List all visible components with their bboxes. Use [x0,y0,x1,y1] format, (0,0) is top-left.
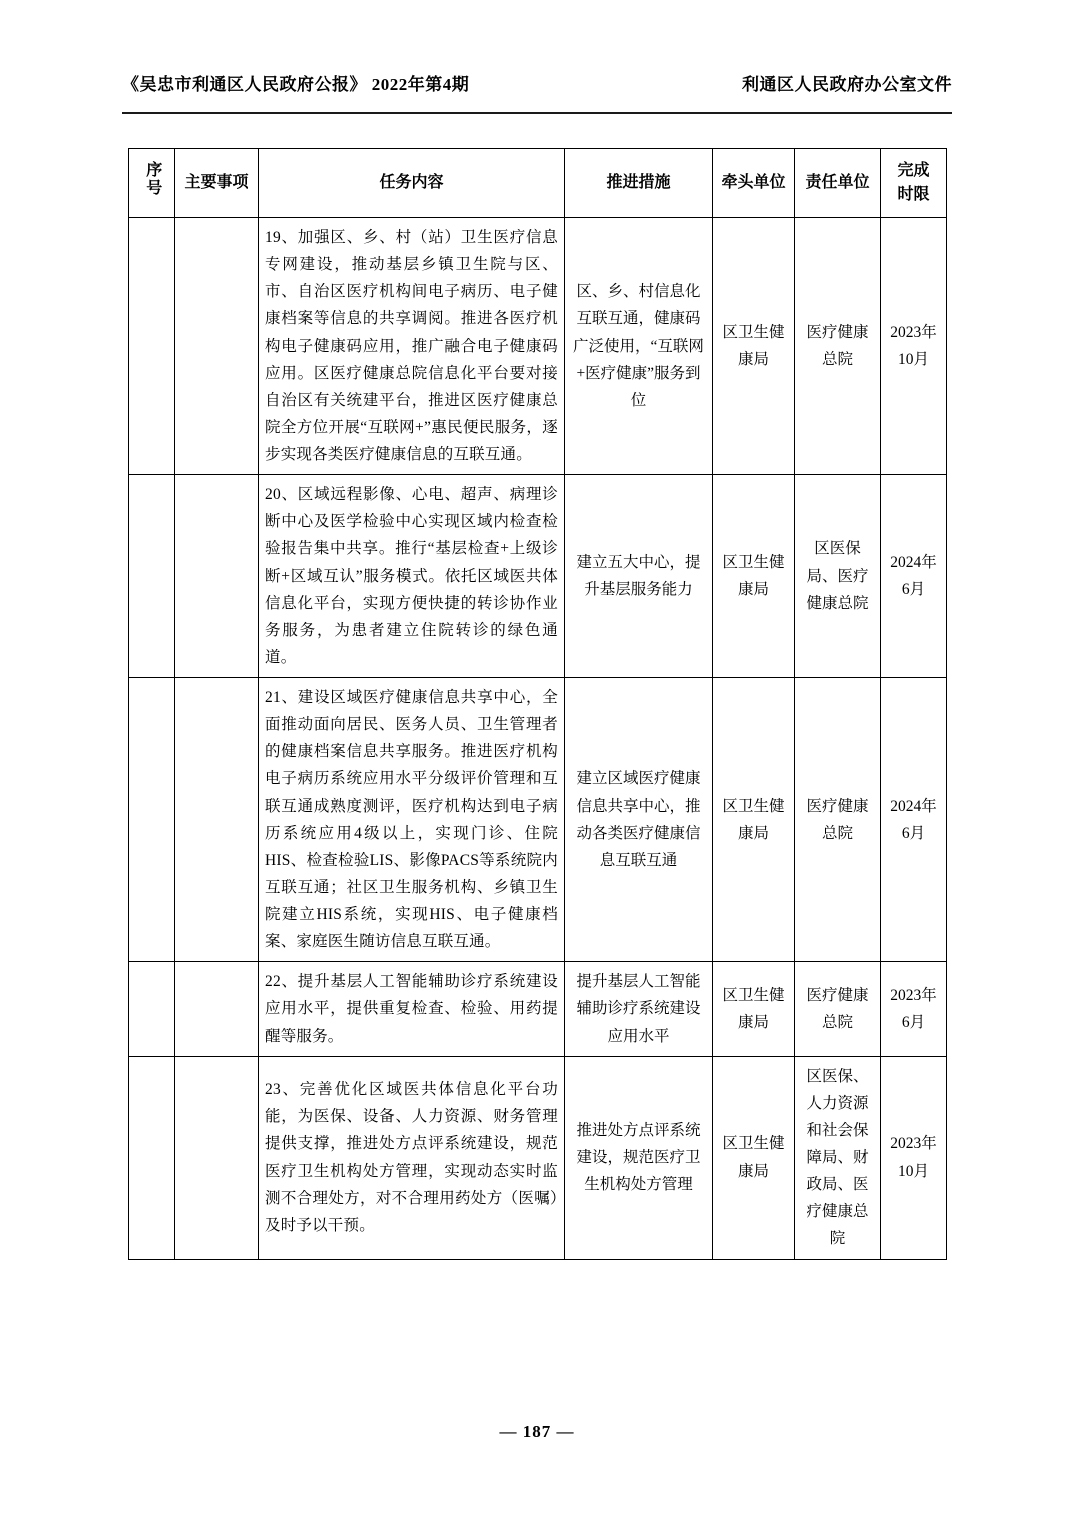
cell-measure: 区、乡、村信息化互联互通，健康码广泛使用，“互联网+医疗健康”服务到位 [565,218,713,475]
cell-lead-unit: 区卫生健康局 [713,962,795,1056]
column-header-lead: 牵头单位 [713,149,795,218]
cell-item [175,1056,259,1259]
column-header-seq [129,149,175,218]
column-header-measure: 推进措施 [565,149,713,218]
cell-task: 23、完善优化区域医共体信息化平台功能，为医保、设备、人力资源、财务管理提供支撑，推进处方点评系统建设，规范医疗卫生机构处方管理，实现动态实时监测不合理处方，对不合理用药处方（医嘱）及时予以干预。 [259,1056,565,1259]
table-body [129,218,947,1260]
cell-task: 22、提升基层人工智能辅助诊疗系统建设应用水平，提供重复检查、检验、用药提醒等服务。 [259,962,565,1056]
cell-item [175,475,259,678]
cell-task: 20、区域远程影像、心电、超声、病理诊断中心及医学检验中心实现区域内检查检验报告集中共享。推行“基层检查+上级诊断+区域互认”服务模式。依托区域医共体信息化平台，实现方便快捷的转诊协作业务服务，为患者建立住院转诊的绿色通道。 [259,475,565,678]
cell-seq [129,678,175,962]
table-header-row [129,149,947,218]
header-document-source: 利通区人民政府办公室文件 [742,75,952,94]
column-header-seq-label: 序号 [143,161,161,197]
cell-measure: 提升基层人工智能辅助诊疗系统建设应用水平 [565,962,713,1056]
cell-lead-unit: 区卫生健康局 [713,475,795,678]
cell-due-date: 2023年10月 [881,1056,947,1259]
task-schedule-table [128,148,947,1260]
cell-due-date: 2024年6月 [881,475,947,678]
cell-item [175,678,259,962]
cell-due-date: 2024年6月 [881,678,947,962]
cell-responsible-unit: 区医保、人力资源和社会保障局、财政局、医疗健康总院 [795,1056,881,1259]
cell-lead-unit: 区卫生健康局 [713,218,795,475]
table-row [129,218,947,475]
cell-task: 21、建设区域医疗健康信息共享中心，全面推动面向居民、医务人员、卫生管理者的健康档案信息共享服务。推进医疗机构电子病历系统应用水平分级评价管理和互联互通成熟度测评，医疗机构达到电子病历系统应用4级以上，实现门诊、住院HIS、检查检验LIS、影像PACS等系统院内互联互通；社区卫生服务机构、乡镇卫生院建立HIS系统，实现HIS、电子健康档案、家庭医生随访信息互联互通。 [259,678,565,962]
cell-responsible-unit: 区医保局、医疗健康总院 [795,475,881,678]
cell-item [175,962,259,1056]
cell-lead-unit: 区卫生健康局 [713,1056,795,1259]
column-header-resp: 责任单位 [795,149,881,218]
cell-due-date: 2023年10月 [881,218,947,475]
cell-seq [129,475,175,678]
cell-measure: 建立区域医疗健康信息共享中心，推动各类医疗健康信息互联互通 [565,678,713,962]
table-row [129,962,947,1056]
header-divider [122,112,952,114]
cell-item [175,218,259,475]
table-head [129,149,947,218]
cell-seq [129,218,175,475]
header-publication-title: 《吴忠市利通区人民政府公报》 2022年第4期 [122,75,470,94]
cell-seq [129,1056,175,1259]
table-row [129,678,947,962]
task-schedule-table-container [128,148,946,1260]
cell-task: 19、加强区、乡、村（站）卫生医疗信息专网建设，推动基层乡镇卫生院与区、市、自治区医疗机构间电子病历、电子健康档案等信息的共享调阅。推进各医疗机构电子健康码应用，推广融合电子健康码应用。区医疗健康总院信息化平台要对接自治区有关统建平台，推进区医疗健康总院全方位开展“互联网+”惠民便民服务，逐步实现各类医疗健康信息的互联互通。 [259,218,565,475]
page-header [122,70,952,95]
table-row [129,475,947,678]
cell-measure: 推进处方点评系统建设，规范医疗卫生机构处方管理 [565,1056,713,1259]
cell-responsible-unit: 医疗健康总院 [795,962,881,1056]
column-header-item: 主要事项 [175,149,259,218]
page-number: — 187 — [499,1422,575,1441]
cell-lead-unit: 区卫生健康局 [713,678,795,962]
cell-measure: 建立五大中心，提升基层服务能力 [565,475,713,678]
column-header-task: 任务内容 [259,149,565,218]
cell-responsible-unit: 医疗健康总院 [795,678,881,962]
cell-due-date: 2023年6月 [881,962,947,1056]
table-row [129,1056,947,1259]
cell-responsible-unit: 医疗健康总院 [795,218,881,475]
page-footer [0,1422,1074,1442]
cell-seq [129,962,175,1056]
column-header-due: 完成 时限 [881,149,947,218]
